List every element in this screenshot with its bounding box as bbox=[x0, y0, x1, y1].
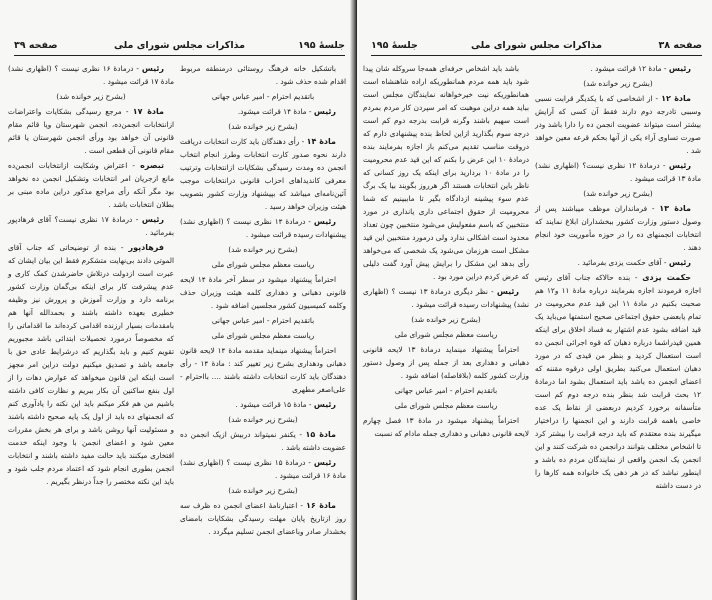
paragraph-text: ریاست معظم مجلس شورای ملی bbox=[211, 331, 315, 340]
paragraph-lead: رئیس bbox=[313, 458, 336, 467]
paragraph bbox=[535, 256, 701, 269]
paragraph-text: (بشرح زیر خوانده شد) bbox=[228, 122, 298, 131]
centered-line bbox=[180, 258, 346, 271]
paragraph-lead: فرهادپور bbox=[128, 243, 164, 252]
paragraph-text: - مادهٔ ۱۴ قرائت میشود. bbox=[237, 107, 314, 116]
paragraph-text: باتقدیم احترام - امیر عباس جهانی bbox=[211, 316, 315, 325]
paragraph-text: احتراماً پیشنهاد میشود در مادهٔ ۱۳ فصل چهارم لایحه قانونی دهبانی و دهداری جمله مادام که نسبت bbox=[363, 416, 529, 438]
paragraph-text: (بشرح زیر خوانده شد) bbox=[583, 189, 653, 198]
paragraph-lead: مادهٔ ۱۴ bbox=[306, 137, 336, 146]
centered-line bbox=[8, 90, 174, 103]
paragraph-text: - درمادهٔ ۱۴ نظری نیست ؟ (اظهاری نشد) پیشنهادات رسیده قرائت میشود . bbox=[180, 217, 346, 239]
paragraph bbox=[535, 271, 701, 492]
paragraph bbox=[8, 213, 174, 239]
paragraph-text: (بشرح زیر خوانده شد) bbox=[228, 245, 298, 254]
paragraph bbox=[535, 62, 701, 75]
centered-line bbox=[535, 77, 701, 90]
header-title: مذاکرات مجلس شورای ملی bbox=[471, 40, 602, 51]
centered-line bbox=[535, 187, 701, 200]
paragraph-lead: مادهٔ ۱۷ bbox=[132, 107, 164, 116]
paragraph-text: (بشرح زیر خوانده شد) bbox=[228, 486, 298, 495]
centered-line bbox=[363, 313, 529, 326]
paragraph-text: - مرجع رسیدگی بشکایات واعتراضات ازانتخابات انجمن‌ده، انجمن شهرستان ویا قائم مقام قانونی آن خواهد بود ورأی انجمن شهرستان یا قائم مقام قانونی آن قطعی است . bbox=[8, 107, 174, 155]
paragraph-text: احتراماً پیشنهاد مینماید مقدمه مادهٔ ۱۴ لایحه قانون دهبانی ودهداری بشرح زیر تغییر کند : مادهٔ ۱۴ - رأی دهندگان باید کارت انتخابات داشته باشند .... بااحترام - علی‌اصغر مطهری bbox=[180, 346, 346, 394]
paragraph bbox=[180, 62, 346, 88]
paragraph-lead: مادهٔ ۱۳ bbox=[659, 204, 691, 213]
paragraph bbox=[180, 456, 346, 482]
paragraph-lead: رئیس bbox=[496, 287, 519, 296]
paragraph-text: - یکنفر نمیتواند دربیش ازیک انجمن ده عضویت داشته باشد . bbox=[180, 430, 346, 452]
paragraph-text: - از اشخاصی که با یکدیگر قرابت نسبی وسببی تادرجه دوم دارند فقط آن کسی که آرایش بیشتر است میتواند عضویت انجمن ده را دارا باشد ودر صورت تساوی آراء یکی از آنها بحکم قرعه معین خواهد شد . bbox=[535, 94, 701, 155]
paragraph-text: (بشرح زیر خوانده شد) bbox=[228, 415, 298, 424]
centered-line bbox=[180, 484, 346, 497]
centered-line bbox=[180, 120, 346, 133]
paragraph-text: احتراماً پیشنهاد مینماید درمادهٔ ۱۳ لایحه قانونی دهبانی و دهداری بعد از جمله پس از وصول دستور وزارت کشور کلمه (بلافاصله) اضافه شود . bbox=[363, 345, 529, 380]
paragraph-text: (بشرح زیر خوانده شد) bbox=[56, 92, 126, 101]
paragraph-text: - اعتبارنامهٔ اعضای انجمن ده ظرف سه روز ازتاریخ پایان مهلت رسیدگی بشکایات بامضای بخشدار صادر وباعضای انجمن تسلیم میگردد . bbox=[180, 501, 346, 536]
right-page bbox=[357, 0, 712, 600]
paragraph-text: (بشرح زیر خوانده شد) bbox=[583, 79, 653, 88]
text-column-right bbox=[535, 62, 701, 494]
paragraph-text: - بنده حالاکه جناب آقای رئیس اجازه فرمودند اجازه بفرمایند درباره مادهٔ ۱۱ و۱۲ هم صحبت بکنیم در مادهٔ ۱۱ این قید عدم محرومیت در تمام یابعضی حقوق اجتماعی صحیح استمتها می‌باید یک قید اضافه بشود عدم اشتهار به فساد اخلاق برای اینکه همین قیدراشما درباره دهبان که قوه اجرائی انجمن ده است استعمال کردید و بنظر من قیدی که در مورد دهبان استعمال می‌کنید بطریق اولی درقوه مقننه که اعضای انجمن ده باشد باید استعمال بشود اما درمادهٔ ۱۲ بحث قرابت شد بنظر بنده درجه دوم کم است متأسفانه برخورد کردیم دربعضی از نقاط یک عده خاصی باهمه قرابت دارند و این انجمنها را دراختیار میگیرند بنده معتقدم که باید درجه قرابت را بیشتر کرد تا اشخاص مختلف بتوانند درانجمن ده شرکت کنند و این انجمن یک انجمن واقعی از نمایندگان مردم ده باشد و اینطور نباشد که در هر دهی یک خانواده همه کارها را در دست داشته bbox=[535, 273, 701, 490]
text-column-right bbox=[180, 62, 346, 540]
paragraph bbox=[180, 428, 346, 454]
paragraph-text: - درمادهٔ ۱۶ نظری نیست ؟ (اظهاری نشد) مادهٔ ۱۷ قرائت میشود . bbox=[8, 64, 174, 86]
session-number: جلسهٔ ۱۹۵ bbox=[298, 40, 345, 51]
paragraph-text: - نظر دیگری درمادهٔ ۱۳ نیست ؟ (اظهاری نشد) پیشنهادات رسیده قرائت میشود . bbox=[363, 287, 529, 309]
paragraph bbox=[363, 414, 529, 440]
paragraph bbox=[8, 241, 174, 488]
paragraph-text: ریاست معظم مجلس شورای ملی bbox=[394, 401, 498, 410]
paragraph bbox=[180, 273, 346, 312]
paragraph bbox=[180, 215, 346, 241]
paragraph bbox=[363, 343, 529, 382]
paragraph bbox=[535, 159, 701, 185]
paragraph-lead: رئیس bbox=[141, 64, 164, 73]
centered-line bbox=[363, 399, 529, 412]
paragraph-text: - اعتراض وشکایت ازانتخابات انجمن‌ده مانع ازجریان امر انتخابات وتشکیل انجمن ده نخواهد بود مگر آنکه رأی مراجع مذکور دراین ماده مبنی بر بطلان انتخابات باشد . bbox=[8, 161, 174, 209]
paragraph-lead: مادهٔ ۱۲ bbox=[661, 94, 691, 103]
paragraph bbox=[535, 92, 701, 157]
paragraph-text: باتقدیم احترام - امیر عباس جهانی bbox=[394, 386, 498, 395]
left-page bbox=[0, 0, 355, 600]
paragraph-text: - بنده از توضیحاتی که جناب آقای الموتی دادند بی‌نهایت متشکرم فقط این بیان ایشان که عبرت است ازدولت درتلاش حاضرشدن کمک کاری و عدم پیشرفت کار برای اینکه بی‌گمان وزارت کشور برنامه دارد و وزارت آموزش و پرورش نیز وظیفه خطیری بعهده داشته باشند و بحمدالله آنها هم بامقدمات بسیار ارزنده اقدامی کرده‌اند ما اقداماتی را که مخصوصاً درمورد تحصیلات ابتدائی باشد مجبوریم تقویم کنیم و باید بگذاریم که درشرایط عادی حق با جامعه باشد و تصدیق میکنیم دولت دراین امر مجهز است اینکه این قانون میخواهد که عوارض دهات را از اول بنفع ساکنین آن بکار ببریم و نظارت کافی داشته باشیم من هم فکر میکنم باید این نکته را یادآوری کنم که انجمنهای ده باید از اول یک پایه صحیح داشته باشند و مسئولیت آنها روشن باشد و برای هر بخش مقررات معین شود و اعضای انجمن با وجود اینکه خدمت افتخاری میکنند باید حالت مفید داشته باشند و انتخابات انجمن بطوری انجام شود که اعتماد مردم جلب شود و باید این نکته مختصر را جداً درنظر بگیریم . bbox=[8, 243, 174, 486]
paragraph-text: باشد باید اشخاص حرفه‌ای همه‌جا سروکله شان پیدا شود باید همه مردم همانطوریکه اراده شاهنشاه است همانطوریکه نیت خیرخواهانه نمایندگان مجلس است بباید همه دراین موهبت که امر سپردن کار مردم بمردم است سهیم باشند وگرنه قرابت بدرجه دوم کم است درجه سوم بگذارید ازاین لحاظ بنده پیشنهادی دارم که دروقت مناسب تقدیم می‌کنم باز اجازه بفرمایند بنده درمادهٔ ۱۰ این عرض را بکنم که این قید عدم محرومیت را در مادهٔ ۱۰ بردارید برای اینکه یک روز کسانی که ناظر باین انتخابات هستند اگر هرروز بگویند بیا یک برگ عدم سوء پیشینه ازدادگاه بگیر تا ماببینیم که شما محرومیت از حقوق اجتماعی داری یانداری در مورد منتخبین که باسم مفعولیش می‌شود منتخبین چون تعداد محدود است اشکالی ندارد ولی درمورد منتخبین این قید مشکل است هرزمان می‌شود یک شخصی که می‌خواهد رأی بدهد این مشکل را برایش پیش آورد گفت دلیلی که عرض کردم دراین مورد بود . bbox=[363, 64, 530, 281]
paragraph bbox=[363, 62, 529, 283]
paragraph bbox=[180, 344, 346, 396]
paragraph-lead: حکمت یزدی bbox=[642, 273, 691, 282]
paragraph-text: (بشرح زیر خوانده شد) bbox=[411, 315, 481, 324]
paragraph bbox=[8, 159, 174, 211]
paragraph-lead: رئیس bbox=[141, 215, 164, 224]
paragraph-lead: مادهٔ ۱۶ bbox=[305, 501, 336, 510]
centered-line bbox=[180, 413, 346, 426]
paragraph-text: - درمادهٔ ۱۵ نظری نیست ؟ (اظهاری نشد) مادهٔ ۱۶ قرائت میشود . bbox=[180, 458, 346, 480]
centered-line bbox=[180, 90, 346, 103]
paragraph-lead: رئیس bbox=[313, 107, 336, 116]
paragraph-text: باتشکیل خانه فرهنگ روستائی درمنطقه مربوط اقدام شده حذف شود . bbox=[180, 64, 346, 86]
page-number: صفحه ۳۹ bbox=[14, 40, 58, 51]
paragraph-lead: رئیس bbox=[668, 64, 691, 73]
paragraph-text: احتراماً پیشنهاد میشود در سطر آخر مادهٔ ۱۴ لایحه قانونی دهبانی و دهداری کلمه هیئت وزیران حذف وکلمه کمیسیون کشور مجلسین اضافه شود . bbox=[180, 275, 346, 310]
paragraph-text: باتقدیم احترام - امیر عباس جهانی bbox=[211, 92, 315, 101]
paragraph-lead: رئیس bbox=[313, 217, 336, 226]
paragraph-text: - مادهٔ ۱۵ قرائت میشود . bbox=[235, 400, 314, 409]
session-number: جلسهٔ ۱۹۵ bbox=[371, 40, 418, 51]
text-column-left bbox=[8, 62, 174, 490]
paragraph-lead: رئیس bbox=[668, 258, 691, 267]
paragraph-text: - درمادهٔ ۱۲ نظری نیست؟ (اظهاری نشد) مادهٔ ۱۳ قرائت میشود . bbox=[535, 161, 701, 183]
paragraph-text: - آقای حکمت یزدی بفرمائید . bbox=[577, 258, 669, 267]
paragraph-lead: رئیس bbox=[668, 161, 691, 170]
paragraph bbox=[363, 285, 529, 311]
header-title: مذاکرات مجلس شورای ملی bbox=[114, 40, 245, 51]
centered-line bbox=[180, 329, 346, 342]
paragraph-text: - مادهٔ ۱۲ قرائت میشود . bbox=[590, 64, 669, 73]
paragraph-lead: مادهٔ ۱۵ bbox=[305, 430, 336, 439]
paragraph bbox=[8, 62, 174, 88]
paragraph-lead: رئیس bbox=[313, 400, 336, 409]
paragraph bbox=[8, 105, 174, 157]
paragraph bbox=[535, 202, 701, 254]
paragraph-text: ریاست معظم مجلس شورای ملی bbox=[394, 330, 498, 339]
page-header bbox=[371, 37, 702, 56]
centered-line bbox=[363, 328, 529, 341]
centered-line bbox=[180, 243, 346, 256]
paragraph-text: - رأی دهندگان باید کارت انتخابات دریافت دارند نحوه صدور کارت انتخابات وطرز انجام انتخاب انجمن ده ومدت رسیدگی بشکایات ازانتخابات وترتیب معرفی کاندیداهای احزاب قانونی درانتخابات موجب آئین‌نامه‌ای میباشد که بپیشنهاد وزارت کشور بتصویب هیئت وزیران خواهد رسید . bbox=[180, 137, 346, 211]
paragraph bbox=[180, 105, 346, 118]
paragraph-lead: تبصره bbox=[140, 161, 164, 170]
paragraph bbox=[180, 135, 346, 213]
paragraph bbox=[180, 499, 346, 538]
paragraph-text: - فرمانداران موظف میباشند پس از وصول دستور وزارت کشور ببخشداران ابلاغ نمایند که انتخابات انجمنهای ده را در حوزه مأموریت خود انجام دهند . bbox=[535, 204, 701, 252]
paragraph bbox=[180, 398, 346, 411]
text-column-left bbox=[363, 62, 529, 442]
paragraph-text: ریاست معظم مجلس شورای ملی bbox=[211, 260, 315, 269]
paragraph-text: - درمادهٔ ۱۷ نظری نیست؟ آقای فرهادپور بفرمائید . bbox=[8, 215, 174, 237]
centered-line bbox=[180, 314, 346, 327]
page-number: صفحه ۳۸ bbox=[658, 40, 702, 51]
page-header bbox=[14, 37, 345, 56]
centered-line bbox=[363, 384, 529, 397]
